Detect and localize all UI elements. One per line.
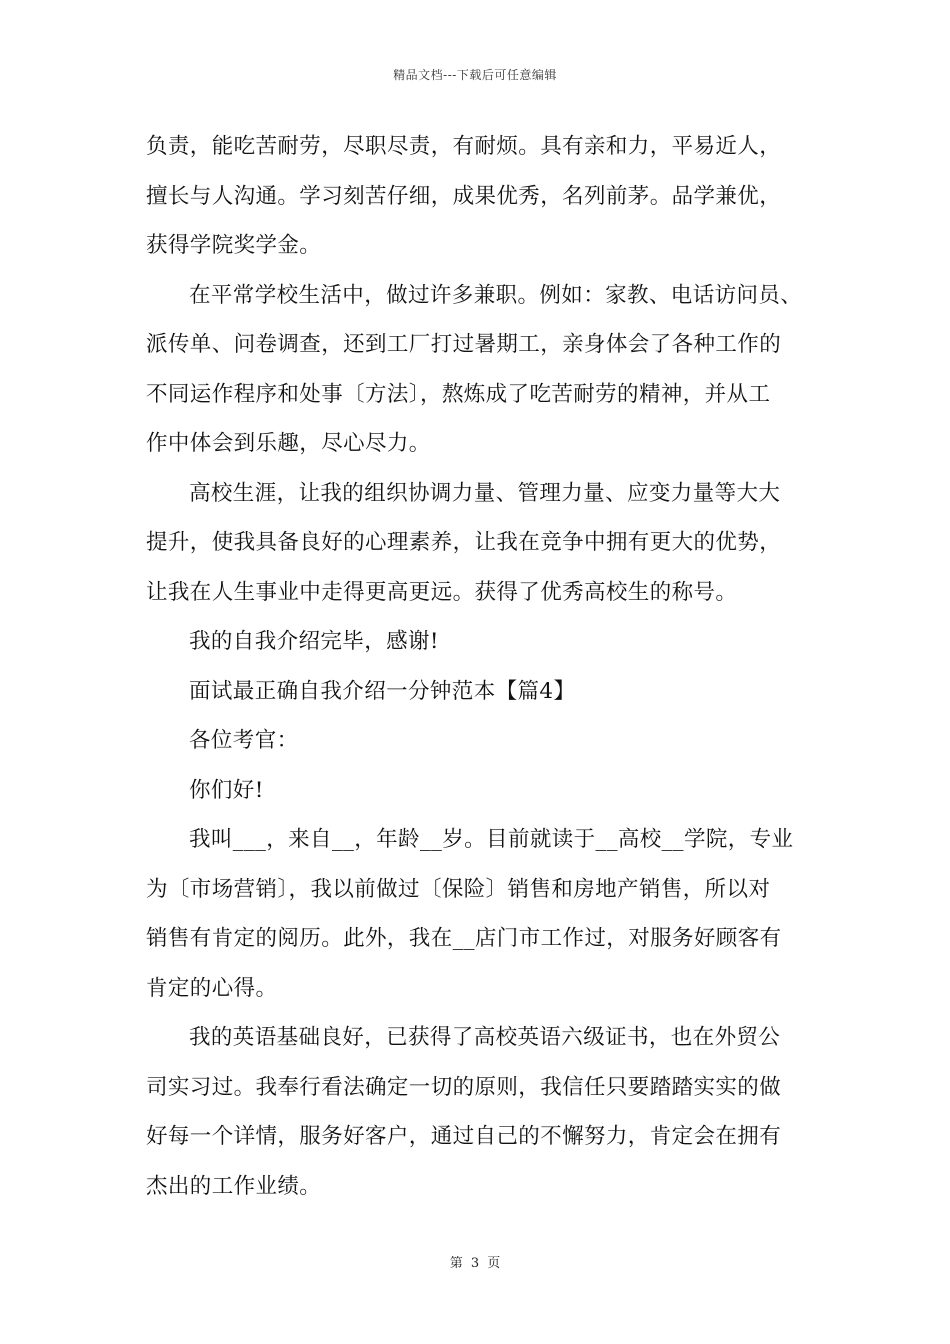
page-number: 3 [470, 1256, 480, 1271]
page-suffix: 页 [487, 1256, 501, 1271]
text-line: 负责，能吃苦耐劳，尽职尽责，有耐烦。具有亲和力，平易近人， [146, 134, 782, 159]
text-line: 派传单、问卷调查，还到工厂打过暑期工，亲身体会了各种工作的 [146, 332, 782, 357]
section-heading: 面试最正确自我介绍一分钟范本【篇4】 [189, 678, 576, 704]
text-line: 好每一个详情，服务好客户，通过自己的不懈努力，肯定会在拥有 [146, 1124, 782, 1149]
text-line: 我的英语基础良好，已获得了高校英语六级证书，也在外贸公 [189, 1025, 781, 1050]
text-line: 高校生涯，让我的组织协调力量、管理力量、应变力量等大大 [189, 480, 781, 506]
text-line: 擅长与人沟通。学习刻苦仔细，成果优秀，名列前茅。品学兼优， [146, 183, 782, 209]
text-line: 销售有肯定的阅历。此外，我在__店门市工作过，对服务好顾客有 [146, 926, 782, 951]
text-line: 司实习过。我奉行看法确定一切的原则，我信任只要踏踏实实的做 [146, 1074, 782, 1100]
page-prefix: 第 [449, 1256, 463, 1271]
text-line: 在平常学校生活中，做过许多兼职。例如：家教、电话访问员、 [189, 282, 803, 308]
text-line: 你们好! [189, 777, 264, 803]
document-body [146, 128, 810, 1217]
text-line: 各位考官： [189, 728, 299, 753]
page-header: 精品文档---下载后可任意编辑 [393, 68, 557, 82]
text-line: 我的自我介绍完毕，感谢! [189, 629, 439, 654]
text-line: 作中体会到乐趣，尽心尽力。 [146, 431, 431, 456]
text-line: 我叫___，来自__，年龄__岁。目前就读于__高校__学院，专业 [189, 827, 794, 852]
text-line: 提升，使我具备良好的心理素养，让我在竞争中拥有更大的优势， [146, 530, 782, 555]
page-footer [0, 1252, 950, 1271]
text-line: 肯定的心得。 [146, 975, 278, 1001]
text-line: 让我在人生事业中走得更高更远。获得了优秀高校生的称号。 [146, 579, 738, 605]
text-line: 获得学院奖学金。 [146, 233, 322, 258]
text-line: 不同运作程序和处事〔方法〕，熬炼成了吃苦耐劳的精神，并从工 [146, 381, 771, 407]
text-line: 为〔市场营销〕，我以前做过〔保险〕销售和房地产销售，所以对 [146, 876, 771, 902]
text-line: 杰出的工作业绩。 [146, 1173, 322, 1199]
